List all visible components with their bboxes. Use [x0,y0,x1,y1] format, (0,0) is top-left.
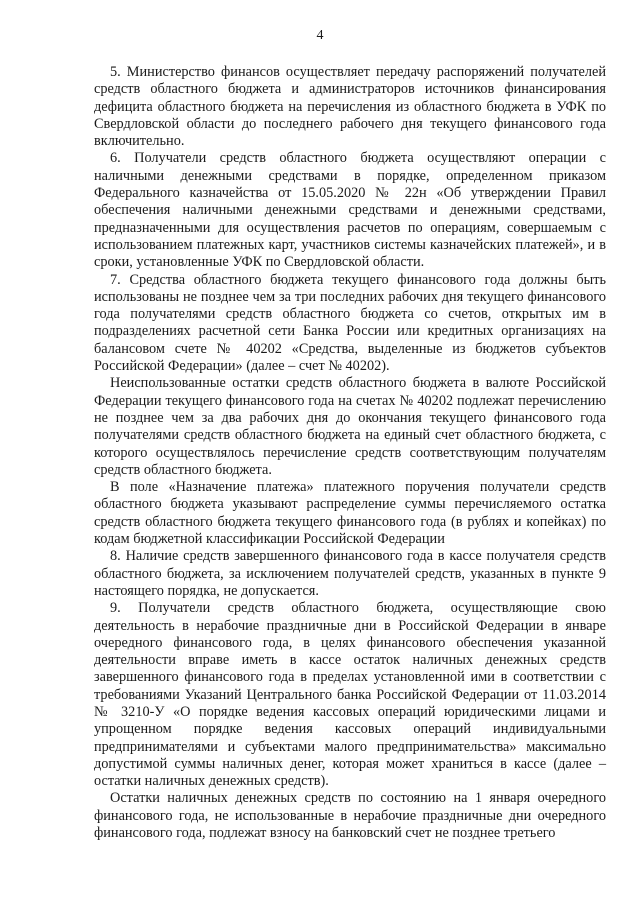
paragraph-payment-purpose: В поле «Назначение платежа» платежного поручения получатели средств областного бюджета указывают распределение суммы перечисляемого остатка средств областного бюджета текущего финансового года (в рублях и копейках) по кодам бюджетной классификации Российской Федерации [94,479,606,548]
paragraph-item-7: 7. Средства областного бюджета текущего финансового года должны быть использованы не позднее чем за три последних рабочих дня текущего финансового года получателями средств областного бюджета со счетов, открытых им в подразделениях расчетной сети Банка России или кредитных организациях на балансовом счете № 40202 «Средства, выделенные из бюджетов субъектов Российской Федерации» (далее – счет № 40202). [94,271,606,375]
paragraph-unused-balances: Неиспользованные остатки средств областного бюджета в валюте Российской Федерации текущего финансового года на счетах № 40202 подлежат перечислению не позднее чем за два рабочих дня до окончания текущего финансового года получателями средств областного бюджета на единый счет областного бюджета, с которого осуществлялось перечисление средств соответствующим получателям средств областного бюджета. [94,375,606,478]
paragraph-item-8: 8. Наличие средств завершенного финансового года в кассе получателя средств областного бюджета, за исключением получателей средств, указанных в пункте 9 настоящего порядка, не допускается. [94,548,606,599]
paragraph-item-9: 9. Получатели средств областного бюджета, осуществляющие свою деятельность в нерабочие праздничные дни в Российской Федерации в январе очередного финансового года, в целях финансового обеспечения указанной деятельности вправе иметь в кассе остаток наличных денежных средств завершенного финансового года в пределах установленной ими в соответствии с требованиями Указаний Центрального банка Российской Федерации от 11.03.2014 № 3210-У «О порядке ведения кассовых операций юридическими лицами и упрощенном порядке ведения кассовых операций индивидуальными предпринимателями и субъектами малого предпринимательства» максимально допустимой суммы наличных денег, которая может храниться в кассе (далее – остатки наличных денежных средств). [94,600,606,790]
paragraph-cash-balances: Остатки наличных денежных средств по состоянию на 1 января очередного финансового года, не использованные в нерабочие праздничные дни очередного финансового года, подлежат взносу на банковский счет не позднее третьего [94,790,606,842]
document-body [94,64,606,842]
page-number: 4 [316,28,324,43]
paragraph-item-6: 6. Получатели средств областного бюджета осуществляют операции с наличными денежными средствами в порядке, определенном приказом Федерального казначейства от 15.05.2020 № 22н «Об утверждении Правил обеспечения наличными денежными средствами и денежными средствами, предназначенными для осуществления расчетов по операциям, совершаемым с использованием платежных карт, участников системы казначейских платежей», и в сроки, установленные УФК по Свердловской области. [94,150,606,271]
paragraph-item-5: 5. Министерство финансов осуществляет передачу распоряжений получателей средств областного бюджета и администраторов источников финансирования дефицита областного бюджета на перечисления из областного бюджета в УФК по Свердловской области до последнего рабочего дня текущего финансового года включительно. [94,64,606,150]
